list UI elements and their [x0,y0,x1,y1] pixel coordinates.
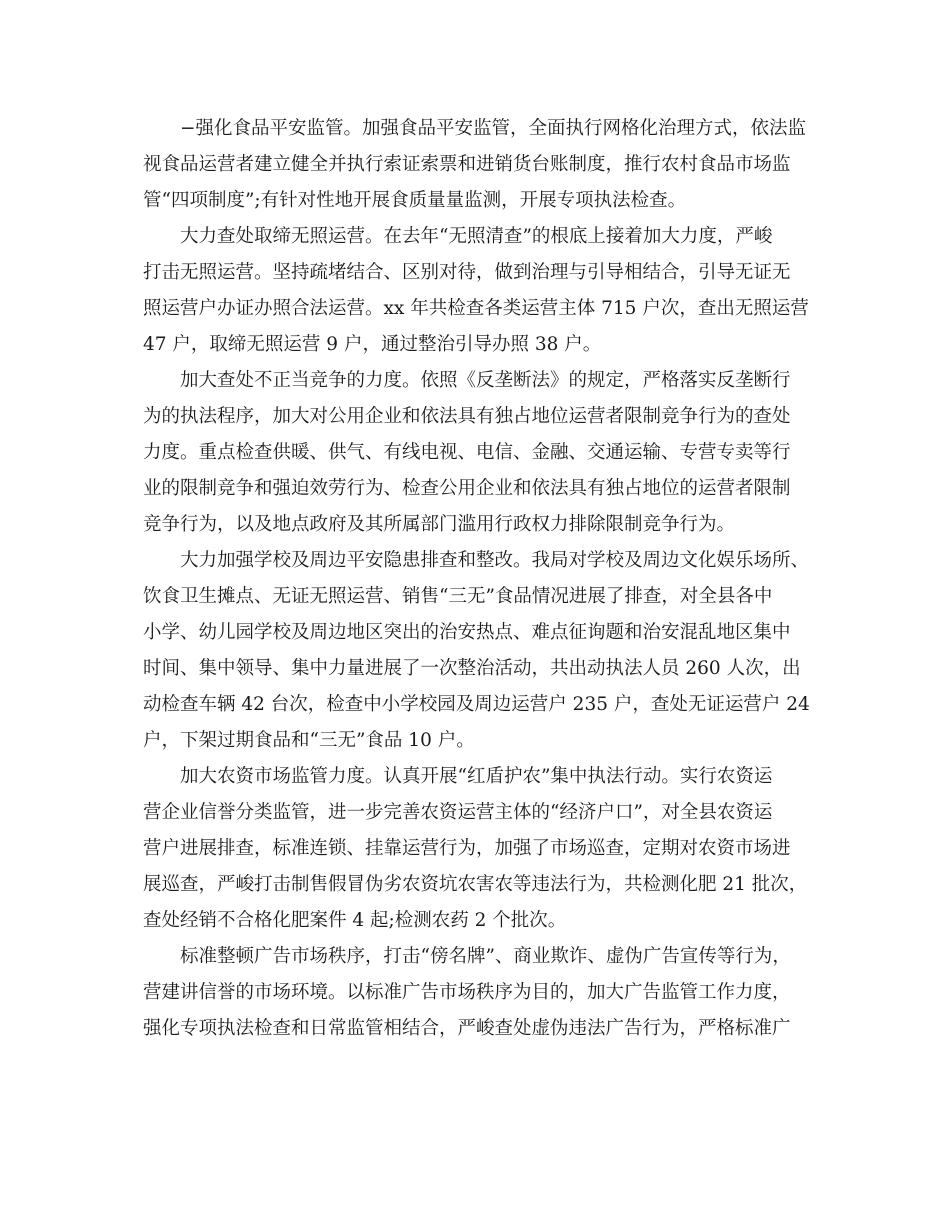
text-line: 加大农资市场监管力度。认真开展“红盾护农”集中执法行动。实行农资运 [180,766,773,787]
text-line: 管“四项制度”;有针对性地开展食质量量监测，开展专项执法检查。 [143,190,687,211]
text-line: 视食品运营者建立健全并执行索证索票和进销货台账制度，推行农村食品市场监 [143,154,791,175]
text-line: 营建讲信誉的市场环境。以标准广告市场秩序为目的，加大广告监管工作力度， [143,982,791,1003]
text-line: −强化食品平安监管。加强食品平安监管，全面执行网格化治理方式，依法监 [180,118,807,139]
text-line: 展巡查，严峻打击制售假冒伪劣农资坑农害农等违法行为，共检测化肥 21 批次， [143,874,808,895]
text-line: 竞争行为，以及地点政府及其所属部门滥用行政权力排除限制竞争行为。 [143,514,736,535]
text-line: 动检查车辆 42 台次，检查中小学校园及周边运营户 235 户，查处无证运营户 24 [143,694,810,715]
paragraph-agricultural-supplies [143,766,807,946]
text-line: 营企业信誉分类监管，进一步完善农资运营主体的“经济户口”，对全县农资运 [143,802,773,823]
text-line: 47 户，取缔无照运营 9 户，通过整治引导办照 38 户。 [143,334,602,355]
paragraph-advertising-market [143,946,807,1054]
text-line: 小学、幼儿园学校及周边地区突出的治安热点、难点征询题和治安混乱地区集中 [143,622,791,643]
text-line: 大力查处取缔无照运营。在去年“无照清查”的根底上接着加大力度，严峻 [180,226,773,247]
text-line: 加大查处不正当竞争的力度。依照《反垄断法》的规定，严格落实反垄断行 [180,370,791,391]
text-line: 查处经销不合格化肥案件 4 起;检测农药 2 个批次。 [143,910,567,931]
text-line: 户，下架过期食品和“三无”食品 10 户。 [143,730,475,751]
text-line: 业的限制竞争和强迫效劳行为、检查公用企业和依法具有独占地位的运营者限制 [143,478,791,499]
text-line: 打击无照运营。坚持疏堵结合、区别对待，做到治理与引导相结合，引导无证无 [143,262,791,283]
paragraph-food-safety [143,118,807,226]
paragraph-unfair-competition [143,370,807,550]
text-line: 力度。重点检查供暖、供气、有线电视、电信、金融、交通运输、专营专卖等行 [143,442,791,463]
text-line: 营户进展排查，标准连锁、挂靠运营行为，加强了市场巡查，定期对农资市场进 [143,838,791,859]
text-line: 为的执法程序，加大对公用企业和依法具有独占地位运营者限制竞争行为的查处 [143,406,791,427]
paragraph-unlicensed-operations [143,226,807,370]
text-line: 标准整顿广告市场秩序，打击“傍名牌”、商业欺诈、虚伪广告宣传等行为， [180,946,791,967]
text-line: 大力加强学校及周边平安隐患排查和整改。我局对学校及周边文化娱乐场所、 [180,550,810,571]
text-line: 强化专项执法检查和日常监管相结合，严峻查处虚伪违法广告行为，严格标准广 [143,1018,791,1039]
text-line: 时间、集中领导、集中力量进展了一次整治活动，共出动执法人员 260 人次，出 [143,658,801,679]
paragraph-school-safety [143,550,810,766]
text-line: 饮食卫生摊点、无证无照运营、销售“三无”食品情况进展了排查，对全县各中 [143,586,773,607]
text-line: 照运营户办证办照合法运营。xx 年共检查各类运营主体 715 户次，查出无照运营 [143,298,809,319]
document-body [143,118,810,1054]
